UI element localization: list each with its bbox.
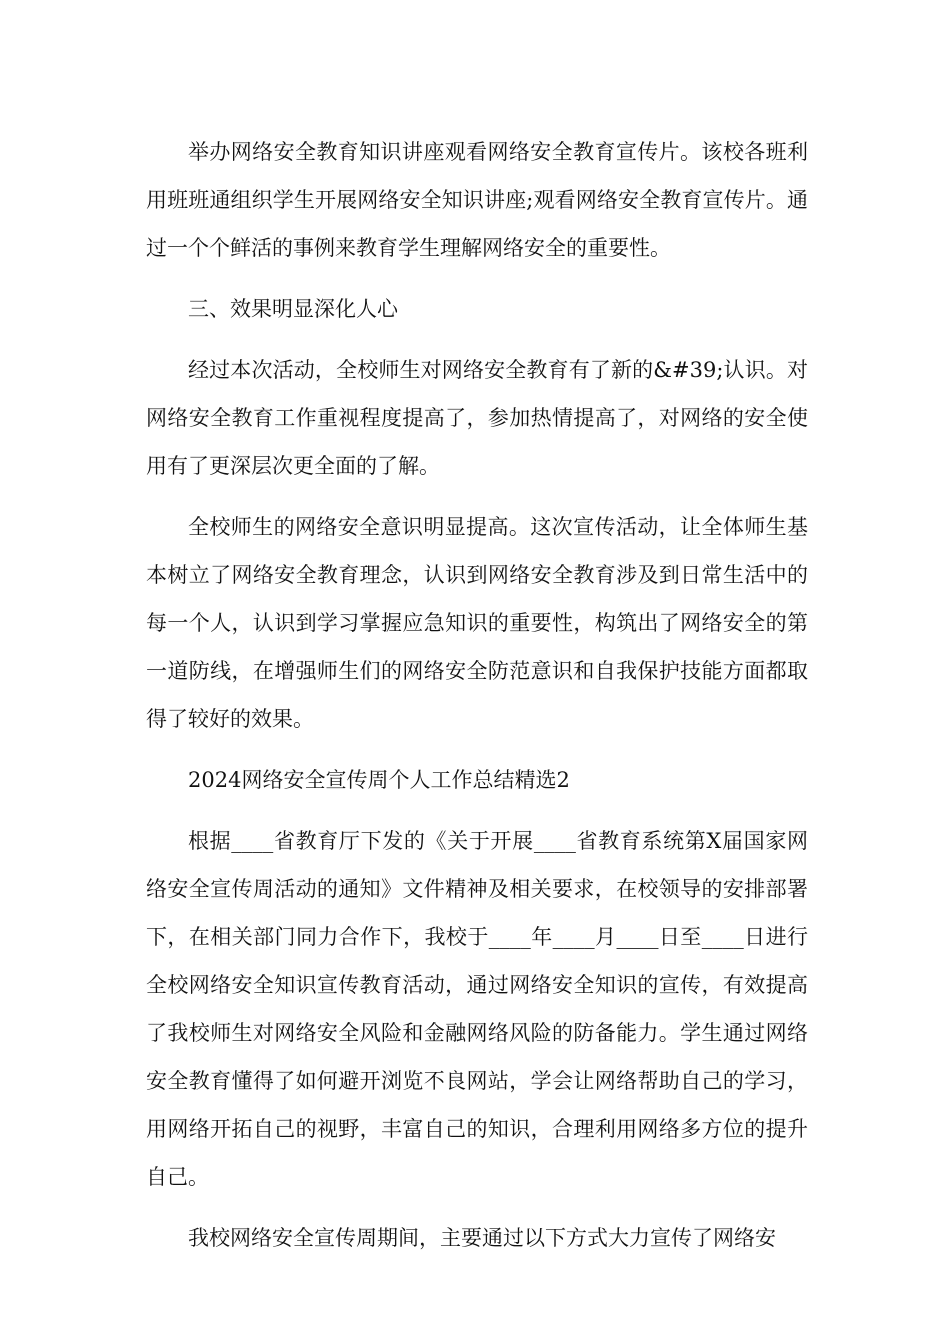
paragraph-new-awareness: 经过本次活动，全校师生对网络安全教育有了新的&#39;认识。对网络安全教育工作重视程度提高了，参加热情提高了，对网络的安全使用有了更深层次更全面的了解。 — [146, 358, 808, 478]
paragraph-awareness-improved: 全校师生的网络安全意识明显提高。这次宣传活动，让全体师生基本树立了网络安全教育理念，认识到网络安全教育涉及到日常生活中的每一个人，认识到学习掌握应急知识的重要性，构筑出了网络安全的第一道防线，在增强师生们的网络安全防范意识和自我保护技能方面都取得了较好的效果。 — [146, 515, 808, 731]
paragraph-according-to: 根据____省教育厅下发的《关于开展____省教育系统第X届国家网络安全宣传周活动的通知》文件精神及相关要求，在校领导的安排部署下，在相关部门同力合作下，我校于____年____月____日至____日进行全校网络安全知识宣传教育活动，通过网络安全知识的宣传，有效提高了我校师生对网络安全风险和金融网络风险的防备能力。学生通过网络安全教育懂得了如何避开浏览不良网站，学会让网络帮助自己的学习，用网络开拓自己的视野，丰富自己的知识，合理利用网络多方位的提升自己。 — [146, 829, 808, 1189]
article-title-2: 2024网络安全宣传周个人工作总结精选2 — [188, 768, 570, 792]
document-body — [146, 128, 808, 1275]
paragraph-lecture: 举办网络安全教育知识讲座观看网络安全教育宣传片。该校各班利用班班通组织学生开展网络安全知识讲座;观看网络安全教育宣传片。通过一个个鲜活的事例来教育学生理解网络安全的重要性。 — [146, 140, 808, 260]
paragraph-promotion-week: 我校网络安全宣传周期间，主要通过以下方式大力宣传了网络安 — [188, 1226, 776, 1250]
section-heading-effect: 三、效果明显深化人心 — [188, 297, 398, 321]
